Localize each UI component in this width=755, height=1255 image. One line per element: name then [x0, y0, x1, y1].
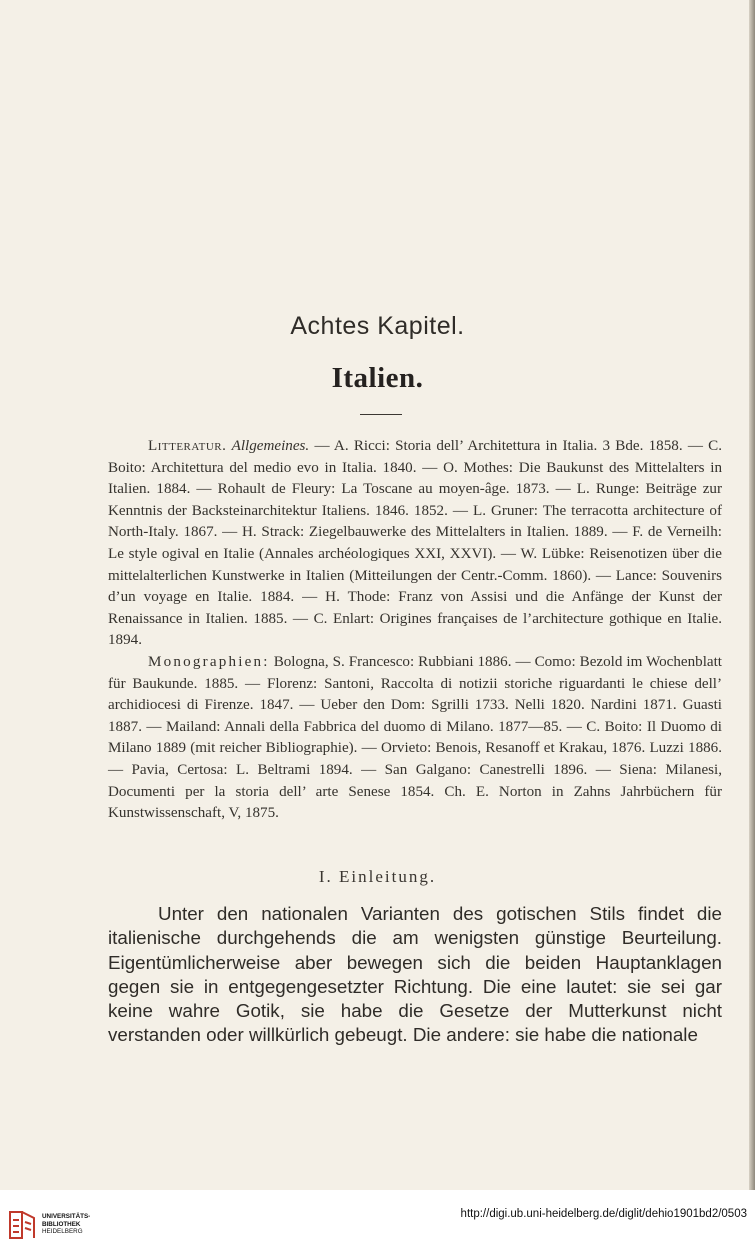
monographs-label: Monographien: — [148, 653, 270, 670]
body-text — [108, 902, 722, 1048]
monographs-paragraph — [108, 652, 722, 825]
library-logo-line: HEIDELBERG — [42, 1228, 83, 1236]
library-logo-icon — [7, 1208, 37, 1242]
literature-text: — A. Ricci: Storia dell’ Architettura in Italia. 3 Bde. 1858. — C. Boito: Architettura del medio evo in Italia. 1840. — O. Mothes: Die Baukunst des Mittelalters in Italien. 1884. — Rohault de Fleury: La Toscane au moyen-âge. 1873. — L. Runge: Beiträge zur Kenntnis der Backsteinarchitektur Italiens. 1846. 1852. — L. Gruner: The terracotta architecture of North-Italy. 1867. — H. Strack: Ziegelbauwerke des Mittelalters in Italien. 1889. — F. de Verneilh: Le style ogival en Italie (Annales archéologiques XXI, XXVI). — W. Lübke: Reisenotizen über die mittelalterlichen Kunstwerke in Italien (Mitteilungen der Centr.-Comm. 1860). — Lance: Souvenirs d’un voyage en Italie. 1884. — H. Thode: Franz von Assisi und die Anfänge der Kunst der Renaissance in Italien. 1885. — C. Enlart: Origines françaises de l’architecture gothique en Italie. 1894. — [108, 438, 722, 649]
permalink-url[interactable]: http://digi.ub.uni-heidelberg.de/diglit/dehio1901bd2/0503 — [460, 1208, 747, 1220]
library-logo-line: BIBLIOTHEK — [42, 1220, 81, 1228]
monographs-text: Bologna, S. Francesco: Rubbiani 1886. — Como: Bezold im Wochenblatt für Baukunde. 1885. — Florenz: Santoni, Raccolta di notizii storiche riguardanti le chiese dell’ archidiocesi di Firenze. 1847. — Ueber den Dom: Sgrilli 1733. Nelli 1820. Nardini 1871. Guasti 1887. — Mailand: Annali della Fabbrica del duomo di Milano. 1877—85. — C. Boito: Il Duomo di Milano 1889 (mit reicher Bibliographie). — Orvieto: Benois, Resanoff et Krakau, 1876. Luzzi 1886. — Pavia, Certosa: L. Beltrami 1894. — San Galgano: Canestrelli 1896. — Siena: Milanesi, Documenti per la storia dell’ arte Senese 1854. Ch. E. Norton in Zahns Jahrbüchern für Kunstwissenschaft, V, 1875. — [108, 653, 722, 822]
literature-paragraph — [108, 436, 722, 652]
library-logo-line: UNIVERSITÄTS- — [42, 1213, 91, 1220]
chapter-heading: Achtes Kapitel. — [290, 312, 465, 340]
footer-bar — [0, 1190, 755, 1255]
chapter-title: Italien. — [331, 362, 424, 394]
body-paragraph: Unter den nationalen Varianten des gotischen Stils findet die italienische durchgehends die am wenigsten günstige Beurteilung. Eigentümlicherweise aber bewegen sich die beiden Hauptanklagen gegen sie in entgegengesetzter Richtung. Die eine lautet: sie sei gar keine wahre Gotik, sie habe die Gesetze der Mutterkunst nicht verstanden oder willkürlich gebeugt. Die andere: sie habe die nationale — [108, 903, 722, 1046]
title-divider — [360, 414, 402, 415]
literature-section — [108, 436, 722, 825]
section-heading: I. Einleitung. — [318, 867, 437, 886]
library-logo-text — [42, 1213, 90, 1236]
page-edge-shadow — [749, 0, 755, 1190]
literature-general-label: Allgemeines. — [231, 438, 310, 454]
literature-label: Litteratur. — [148, 438, 227, 454]
